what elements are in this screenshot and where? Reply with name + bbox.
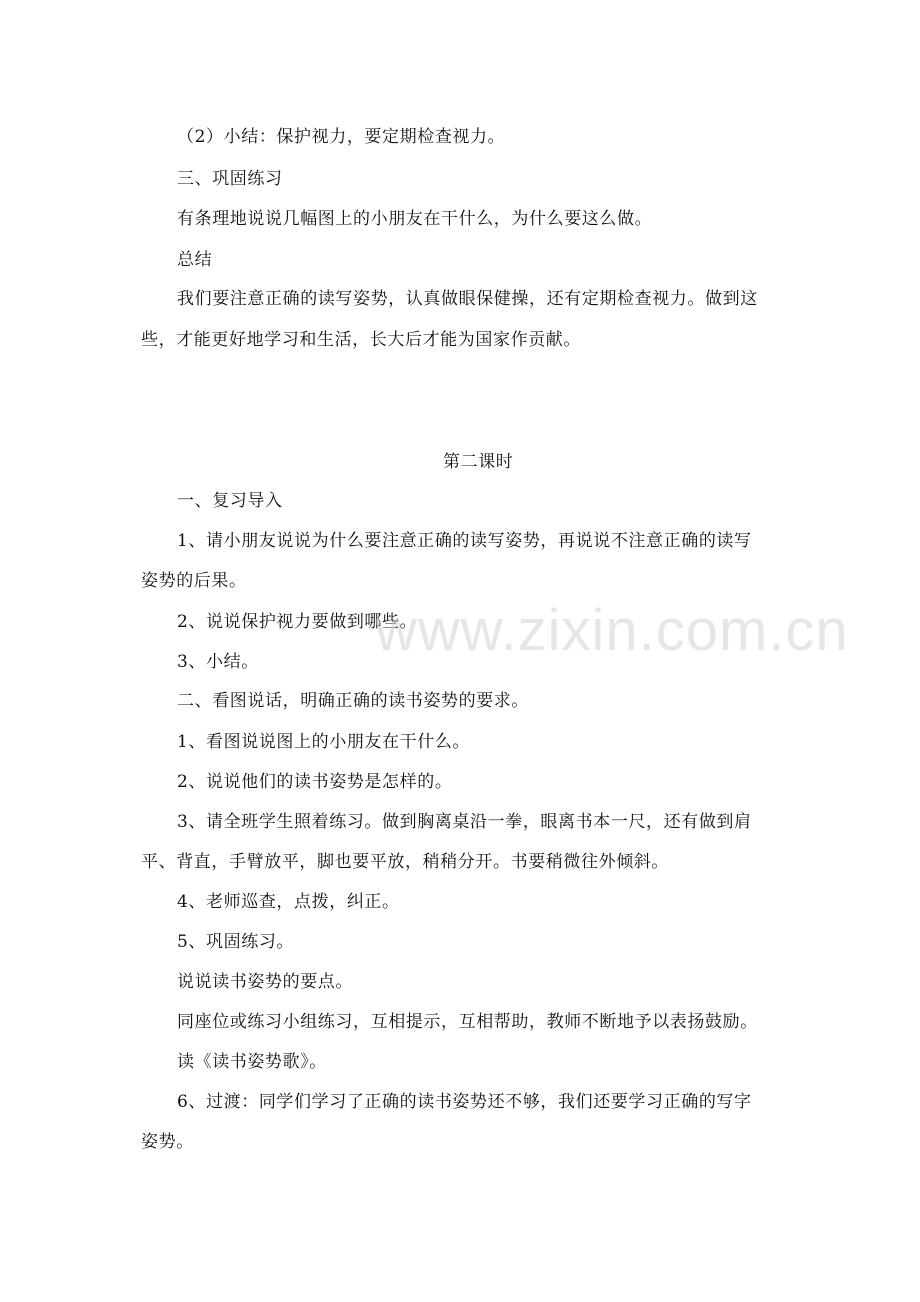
sub6-line2: 姿势。	[141, 1132, 194, 1152]
item1-line2: 姿势的后果。	[141, 571, 247, 591]
lesson-title: 第二课时	[443, 452, 514, 472]
sub3-line2: 平、背直，手臂放平，脚也要平放，稍稍分开。书要稍微往外倾斜。	[141, 852, 669, 872]
sub5-b: 同座位或练习小组练习，互相提示，互相帮助，教师不断地予以表扬鼓励。	[177, 1012, 758, 1032]
watermark: www.zixin.com.cn	[375, 598, 849, 663]
sub3-line1: 3、请全班学生照着练习。做到胸离桌沿一拳，眼离书本一尺，还有做到肩	[177, 812, 752, 832]
item3: 3、小结。	[177, 652, 259, 672]
sub1: 1、看图说说图上的小朋友在干什么。	[177, 732, 471, 752]
sub5-c: 读《读书姿势歌》。	[177, 1052, 327, 1072]
item1-line1: 1、请小朋友说说为什么要注意正确的读写姿势，再说说不注意正确的读写	[177, 531, 752, 551]
sub4: 4、老师巡查，点拨，纠正。	[177, 892, 400, 912]
item2: 2、说说保护视力要做到哪些。	[177, 612, 418, 632]
summary-line: （2）小结：保护视力，要定期检查视力。	[177, 127, 506, 147]
section3-heading: 三、巩固练习	[177, 169, 283, 189]
section1-heading: 一、复习导入	[177, 491, 283, 511]
sub5-a: 说说读书姿势的要点。	[177, 972, 353, 992]
conclusion-text-line2: 些，才能更好地学习和生活，长大后才能为国家作贡献。	[141, 330, 581, 350]
conclusion-text-line1: 我们要注意正确的读写姿势，认真做眼保健操，还有定期检查视力。做到这	[177, 289, 758, 309]
conclusion-heading: 总结	[177, 250, 213, 270]
section2-heading: 二、看图说话，明确正确的读书姿势的要求。	[177, 691, 529, 711]
sub6-line1: 6、过渡：同学们学习了正确的读书姿势还不够，我们还要学习正确的写字	[177, 1092, 752, 1112]
sub2: 2、说说他们的读书姿势是怎样的。	[177, 772, 453, 792]
sub5: 5、巩固练习。	[177, 932, 295, 952]
section3-text: 有条理地说说几幅图上的小朋友在干什么，为什么要这么做。	[177, 209, 653, 229]
